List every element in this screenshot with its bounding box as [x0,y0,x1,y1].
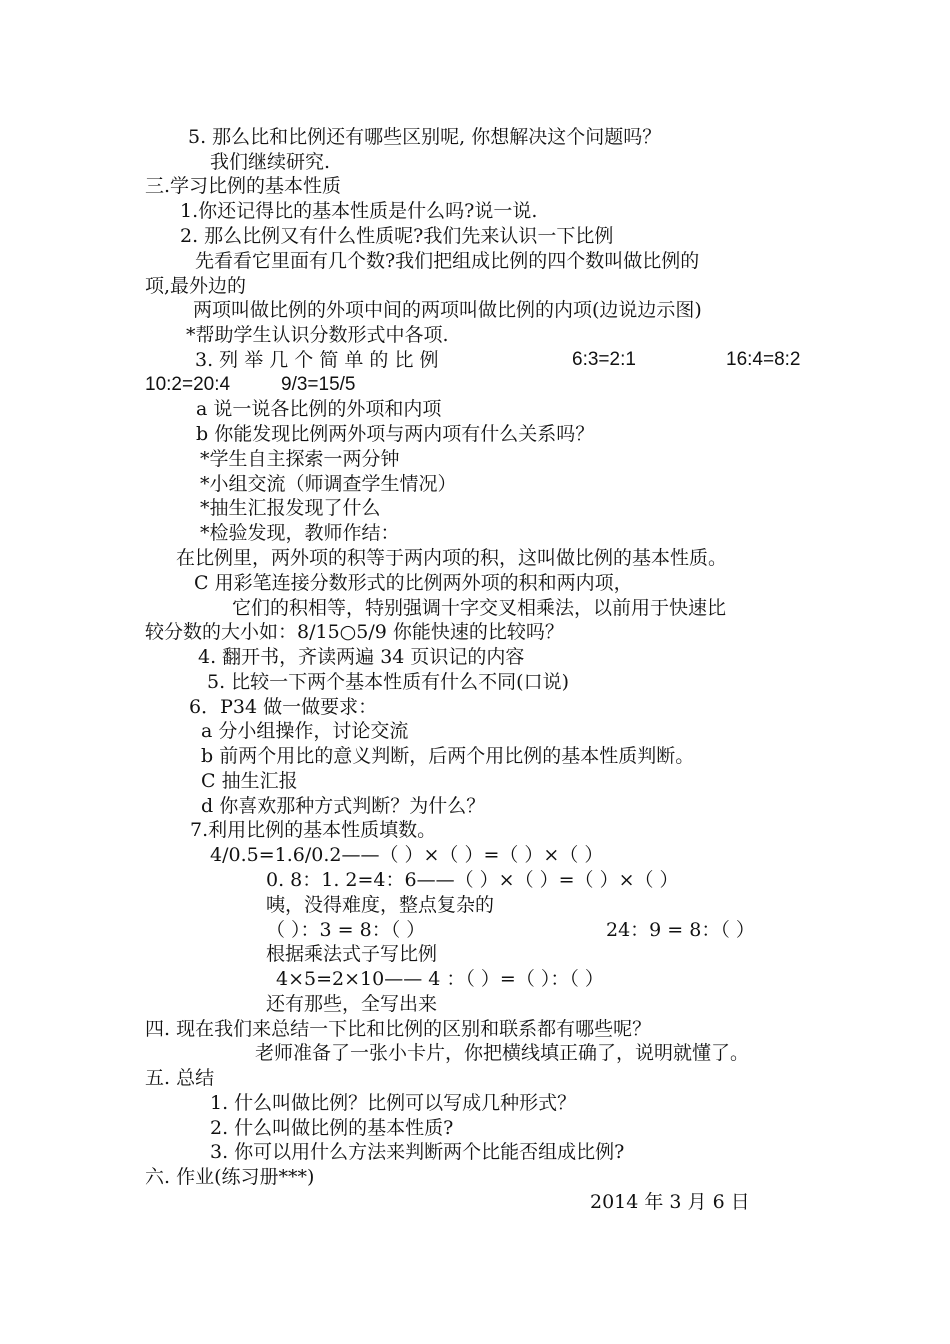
text-line: 3. 列 举 几 个 简 单 的 比 例 [195,349,439,371]
exercise-line: 0. 8：1. 2=4：6——（ ）×（ ）=（ ）×（ ） [266,869,679,891]
document-date: 2014 年 3 月 6 日 [590,1191,750,1213]
text-line: 较分数的大小如：8/15○5/9 你能快速的比较吗？ [145,621,564,643]
text-line: 在比例里，两外项的积等于两内项的积，这叫做比例的基本性质。 [176,547,728,569]
text-line: 老师准备了一张小卡片，你把横线填正确了，说明就懂了。 [255,1042,750,1064]
example-ratio: 9/3=15/5 [281,374,356,395]
text-line: 4. 翻开书，齐读两遍 34 页识记的内容 [198,646,525,668]
section-heading: 六. 作业(练习册***) [145,1166,315,1188]
text-line: 7.利用比例的基本性质填数。 [190,819,437,841]
text-line: 5. 比较一下两个基本性质有什么不同(口说) [207,671,569,693]
exercise-line: 4/0.5=1.6/0.2——（ ）×（ ）=（ ）×（ ） [210,844,604,866]
text-line: 3. 你可以用什么方法来判断两个比能否组成比例? [210,1141,625,1163]
text-line: 2. 那么比例又有什么性质呢?我们先来认识一下比例 [180,225,614,247]
text-line: 1. 什么叫做比例？比例可以写成几种形式？ [210,1092,577,1114]
text-line: a 说一说各比例的外项和内项 [196,398,442,420]
section-heading: 四. 现在我们来总结一下比和比例的区别和联系都有哪些呢？ [145,1018,652,1040]
text-line: 项,最外边的 [145,275,247,297]
text-line: 6．P34 做一做要求： [189,696,378,718]
example-ratio: 10:2=20:4 [145,374,231,395]
text-line: d 你喜欢那种方式判断？为什么？ [201,795,486,817]
text-line: b 你能发现比例两外项与两内项有什么关系吗？ [196,423,595,445]
text-line: 两项叫做比例的外项中间的两项叫做比例的内项(边说边示图) [193,299,702,321]
text-line: 我们继续研究. [210,151,331,173]
text-line: *抽生汇报发现了什么 [200,497,381,519]
text-line: 它们的积相等，特别强调十字交叉相乘法，以前用于快速比 [232,597,727,619]
text-line: 咦，没得难度，整点复杂的 [266,894,495,916]
example-ratio: 6:3=2:1 [572,349,636,370]
section-heading: 五. 总结 [145,1067,215,1089]
text-line: C 用彩笔连接分数形式的比例两外项的积和两内项， [194,572,633,594]
text-line: *检验发现，教师作结： [200,522,400,544]
text-line: b 前两个用比的意义判断，后两个用比例的基本性质判断。 [201,745,695,767]
text-line: 还有那些，全写出来 [266,993,438,1015]
text-line: *帮助学生认识分数形式中各项. [186,324,449,346]
text-line: 1.你还记得比的基本性质是什么吗?说一说. [180,200,538,222]
text-line: C 抽生汇报 [201,770,298,792]
section-heading: 三.学习比例的基本性质 [145,175,342,197]
exercise-line: 4×5=2×10—— 4 ：（ ）=（ ）：（ ） [276,968,604,990]
text-line: *学生自主探索一两分钟 [200,448,400,470]
text-line: 先看看它里面有几个数?我们把组成比例的四个数叫做比例的 [195,250,700,272]
text-line: a 分小组操作，讨论交流 [201,720,409,742]
exercise-line: 24：9 = 8：（ ） [606,919,755,941]
exercise-line: （ ）：3 = 8：（ ） [266,919,426,941]
text-line: 5. 那么比和比例还有哪些区别呢, 你想解决这个问题吗？ [188,126,662,148]
text-line: 2. 什么叫做比例的基本性质? [210,1117,454,1139]
text-line: *小组交流（师调查学生情况） [200,473,457,495]
text-line: 根据乘法式子写比例 [266,943,438,965]
example-ratio: 16:4=8:2 [726,349,801,370]
